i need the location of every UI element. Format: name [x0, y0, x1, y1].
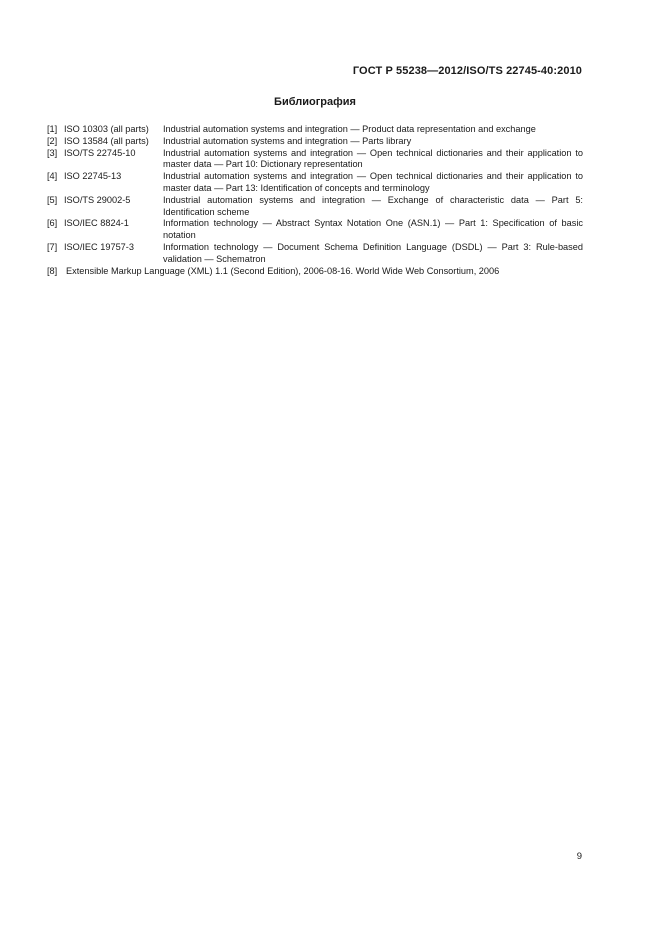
page-number: 9 — [576, 851, 582, 862]
entry-reference: ISO/IEC 8824-1 — [64, 218, 129, 229]
bibliography-entry — [47, 148, 583, 172]
entry-reference: ISO/TS 29002-5 — [64, 194, 131, 205]
entry-title: Industrial automation systems and integration — Open technical dictionaries and their application to master data — Part 10: Dictionary representation — [163, 147, 583, 170]
bibliography-entry — [47, 171, 583, 195]
bibliography-entry — [47, 195, 583, 219]
bibliography-entry — [47, 242, 583, 266]
entry-number: [4] — [47, 171, 58, 182]
entry-number: [2] — [47, 135, 58, 146]
entry-number: [5] — [47, 194, 58, 205]
entry-text: Extensible Markup Language (XML) 1.1 (Second Edition), 2006-08-16. World Wide Web Consortium, 2006 — [66, 265, 500, 276]
entry-reference: ISO 22745-13 — [64, 171, 122, 182]
section-title: Библиография — [274, 96, 356, 108]
entry-number: [7] — [47, 241, 58, 252]
bibliography-entry — [47, 136, 583, 148]
entry-number: [8] — [47, 265, 58, 276]
entry-title: Industrial automation systems and integration — Parts library — [163, 135, 412, 146]
entry-reference: ISO/TS 22745-10 — [64, 147, 136, 158]
entry-reference: ISO 13584 (all parts) — [64, 135, 149, 146]
bibliography-entry — [47, 266, 583, 278]
entry-reference: ISO/IEC 19757-3 — [64, 241, 134, 252]
entry-number: [3] — [47, 147, 58, 158]
entry-number: [1] — [47, 124, 58, 134]
document-header: ГОСТ Р 55238—2012/ISO/TS 22745-40:2010 — [352, 65, 582, 77]
bibliography-entry — [47, 124, 583, 136]
entry-title: Industrial automation systems and integration — Open technical dictionaries and their application to master data — Part 13: Identification of concepts and terminology — [163, 171, 583, 193]
entry-number: [6] — [47, 218, 58, 229]
entry-title: Industrial automation systems and integration — Product data representation and exchange — [163, 124, 536, 134]
entry-title: Industrial automation systems and integration — Exchange of characteristic data — Part 5: Identification scheme — [163, 194, 583, 217]
entry-title: Information technology — Document Schema Definition Language (DSDL) — Part 3: Rule-based validation — Schematron — [163, 241, 583, 264]
bibliography-entry — [47, 218, 583, 242]
entry-reference: ISO 10303 (all parts) — [64, 124, 149, 134]
bibliography-list — [47, 124, 583, 277]
entry-title: Information technology — Abstract Syntax Notation One (ASN.1) — Part 1: Specification of basic notation — [163, 218, 583, 241]
